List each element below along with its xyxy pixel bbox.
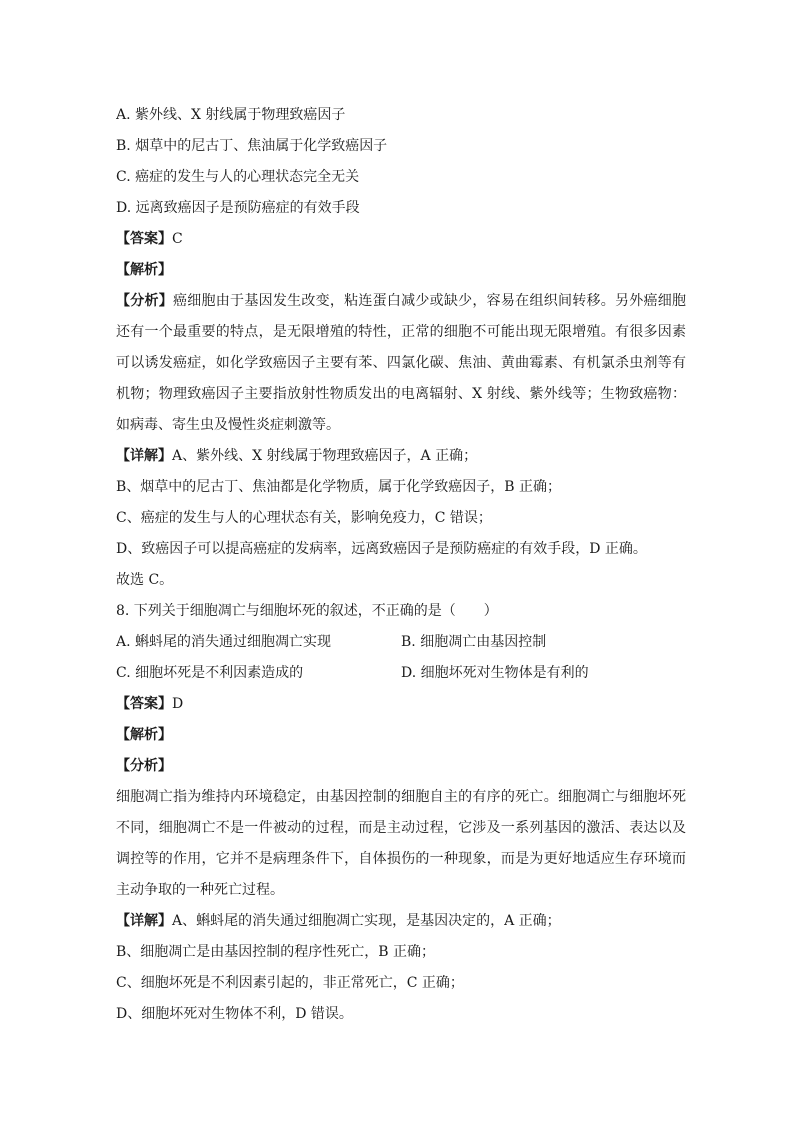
- q7-detail-b: B、烟草中的尼古丁、焦油都是化学物质，属于化学致癌因子，B 正确；: [116, 479, 562, 495]
- q7-fenxi: [116, 286, 686, 441]
- q8-detail-b: B、细胞凋亡是由基因控制的程序性死亡，B 正确；: [116, 944, 436, 960]
- q7-answer: [116, 224, 686, 255]
- q7-answer-label: 【答案】: [116, 231, 172, 247]
- q7-option-b: B. 烟草中的尼古丁、焦油属于化学致癌因子: [116, 138, 388, 154]
- q7-analysis-label: 【解析】: [116, 262, 172, 278]
- q8-options-row-2: [116, 658, 686, 689]
- q8-option-d: D. 细胞坏死对生物体是有利的: [401, 665, 589, 681]
- q8-detail-c: C、细胞坏死是不利因素引起的，非正常死亡，C 正确；: [116, 975, 464, 991]
- q7-fenxi-text: 癌细胞由于基因发生改变，粘连蛋白减少或缺少，容易在组织间转移。另外癌细胞还有一个最重要的特点，是无限增殖的特性，正常的细胞不可能出现无限增殖。有很多因素可以诱发癌症，如化学致癌因子主要有苯、四氯化碳、焦油、黄曲霉素、有机氯杀虫剂等有机物；物理致癌因子主要指放射性物质发出的电离辐射、X 射线、紫外线等；生物致癌物：如病毒、寄生虫及慢性炎症刺激等。: [116, 293, 687, 433]
- q8-detail-a: [116, 906, 686, 937]
- q7-fenxi-label: 【分析】: [116, 293, 174, 309]
- q8-answer-label: 【答案】: [116, 696, 172, 712]
- q8-answer: [116, 689, 686, 720]
- q7-detail-label: 【详解】: [116, 448, 172, 464]
- q7-detail-c: C、癌症的发生与人的心理状态有关，影响免疫力，C 错误；: [116, 510, 492, 526]
- q7-detail-a-text: A、紫外线、X 射线属于物理致癌因子，A 正确；: [172, 448, 478, 464]
- q8-detail-a-text: A、蝌蚪尾的消失通过细胞凋亡实现，是基因决定的，A 正确；: [172, 913, 561, 929]
- q7-detail-d: D、致癌因子可以提高癌症的发病率，远离致癌因子是预防癌症的有效手段，D 正确。: [116, 541, 647, 557]
- q8-fenxi-label: 【分析】: [116, 758, 172, 774]
- q7-option-a: A. 紫外线、X 射线属于物理致癌因子: [116, 107, 346, 123]
- q8-stem: 8. 下列关于细胞凋亡与细胞坏死的叙述，不正确的是（ ）: [116, 603, 498, 619]
- q8-answer-value: D: [172, 696, 184, 712]
- q7-option-d: D. 远离致癌因子是预防癌症的有效手段: [116, 200, 360, 216]
- q8-detail-label: 【详解】: [116, 913, 172, 929]
- q8-detail-d: D、细胞坏死对生物体不利，D 错误。: [116, 1006, 353, 1022]
- q7-detail-a: [116, 441, 686, 472]
- q7-option-c: C. 癌症的发生与人的心理状态完全无关: [116, 169, 360, 185]
- q8-option-c: C. 细胞坏死是不利因素造成的: [116, 665, 304, 681]
- q8-options-row-1: [116, 627, 686, 658]
- q7-conclusion: 故选 C。: [116, 572, 174, 588]
- q8-analysis-label: 【解析】: [116, 727, 172, 743]
- q8-fenxi-text: 细胞凋亡指为维持内环境稳定，由基因控制的细胞自主的有序的死亡。细胞凋亡与细胞坏死不同，细胞凋亡不是一件被动的过程，而是主动过程，它涉及一系列基因的激活、表达以及调控等的作用，它并不是病理条件下，自体损伤的一种现象，而是为更好地适应生存环境而主动争取的一种死亡过程。: [116, 789, 686, 898]
- q7-answer-value: C: [172, 231, 183, 247]
- document-content: [116, 100, 686, 1030]
- q8-option-b: B. 细胞凋亡由基因控制: [401, 634, 547, 650]
- q8-option-a: A. 蝌蚪尾的消失通过细胞凋亡实现: [116, 634, 332, 650]
